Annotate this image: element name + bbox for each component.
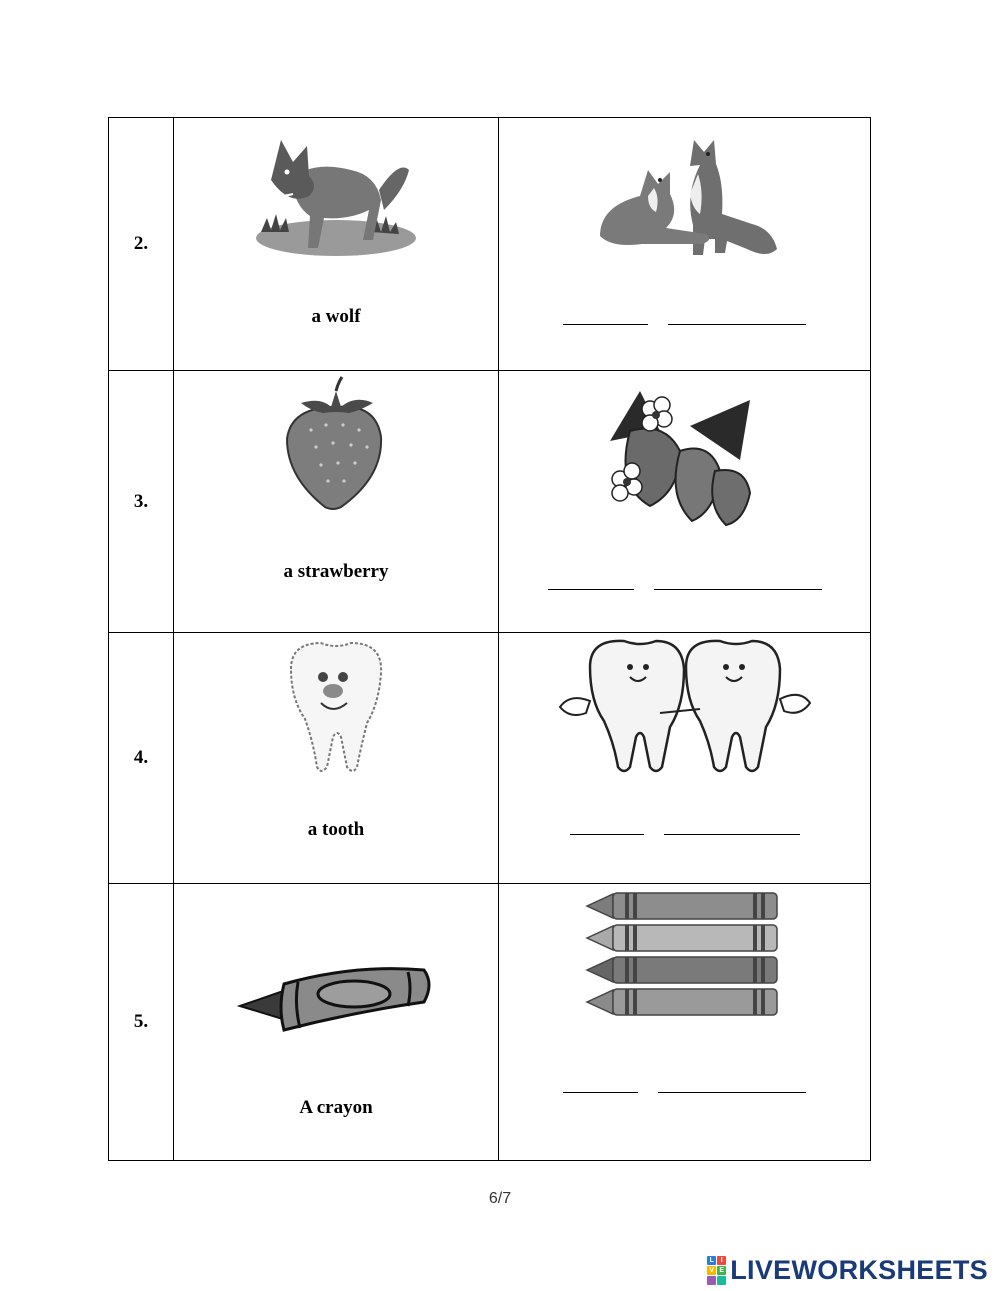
logo-tile: L [707, 1256, 716, 1265]
crayon-icon [236, 964, 436, 1039]
page-number: 6/7 [488, 1190, 512, 1207]
singular-cell [174, 118, 499, 371]
singular-label: a wolf [311, 306, 361, 327]
singular-cell [174, 884, 499, 1161]
row-number: 4. [133, 747, 149, 768]
singular-label: A crayon [299, 1097, 373, 1118]
answer-blank-word[interactable] [668, 323, 806, 325]
answer-blank-word[interactable] [664, 833, 800, 835]
row-number: 5. [133, 1011, 149, 1032]
logo-tile: I [717, 1256, 726, 1265]
table-row [109, 118, 871, 371]
answer-blank-word[interactable] [658, 1091, 806, 1093]
row-number-cell [109, 118, 174, 371]
singular-cell [174, 633, 499, 884]
answer-blanks[interactable] [499, 1091, 870, 1093]
plural-cell [499, 118, 871, 371]
row-number-cell [109, 884, 174, 1161]
table-row [109, 884, 871, 1161]
brand-icon [707, 1256, 726, 1285]
answer-blanks[interactable] [499, 588, 870, 590]
plural-cell [499, 633, 871, 884]
row-number: 3. [133, 490, 149, 512]
logo-tile: V [707, 1266, 716, 1275]
answer-blank-article[interactable] [563, 323, 648, 325]
strawberry-icon [281, 375, 391, 516]
brand-name: LIVEWORKSHEETS [730, 1255, 988, 1285]
teeth-icon [550, 637, 820, 780]
wolf-icon [251, 120, 421, 265]
worksheet-table [108, 117, 871, 1161]
answer-blank-word[interactable] [654, 588, 822, 590]
logo-tile [707, 1276, 716, 1285]
wolves-icon [590, 126, 780, 266]
plural-cell [499, 371, 871, 633]
answer-blank-article[interactable] [563, 1091, 638, 1093]
answer-blank-article[interactable] [570, 833, 644, 835]
singular-label: a strawberry [283, 561, 389, 582]
row-number-cell [109, 633, 174, 884]
logo-tile [717, 1276, 726, 1285]
crayons-icon [585, 890, 785, 1027]
singular-label: a tooth [307, 819, 365, 840]
table-row [109, 633, 871, 884]
tooth-icon [271, 639, 401, 784]
table-row [109, 371, 871, 633]
brand-logo[interactable] [707, 1255, 988, 1286]
answer-blanks[interactable] [499, 323, 870, 325]
singular-cell [174, 371, 499, 633]
answer-blanks[interactable] [499, 833, 870, 835]
answer-blank-article[interactable] [548, 588, 634, 590]
plural-cell [499, 884, 871, 1161]
strawberries-icon [590, 371, 780, 536]
logo-tile: E [717, 1266, 726, 1275]
row-number: 2. [133, 233, 149, 254]
row-number-cell [109, 371, 174, 633]
